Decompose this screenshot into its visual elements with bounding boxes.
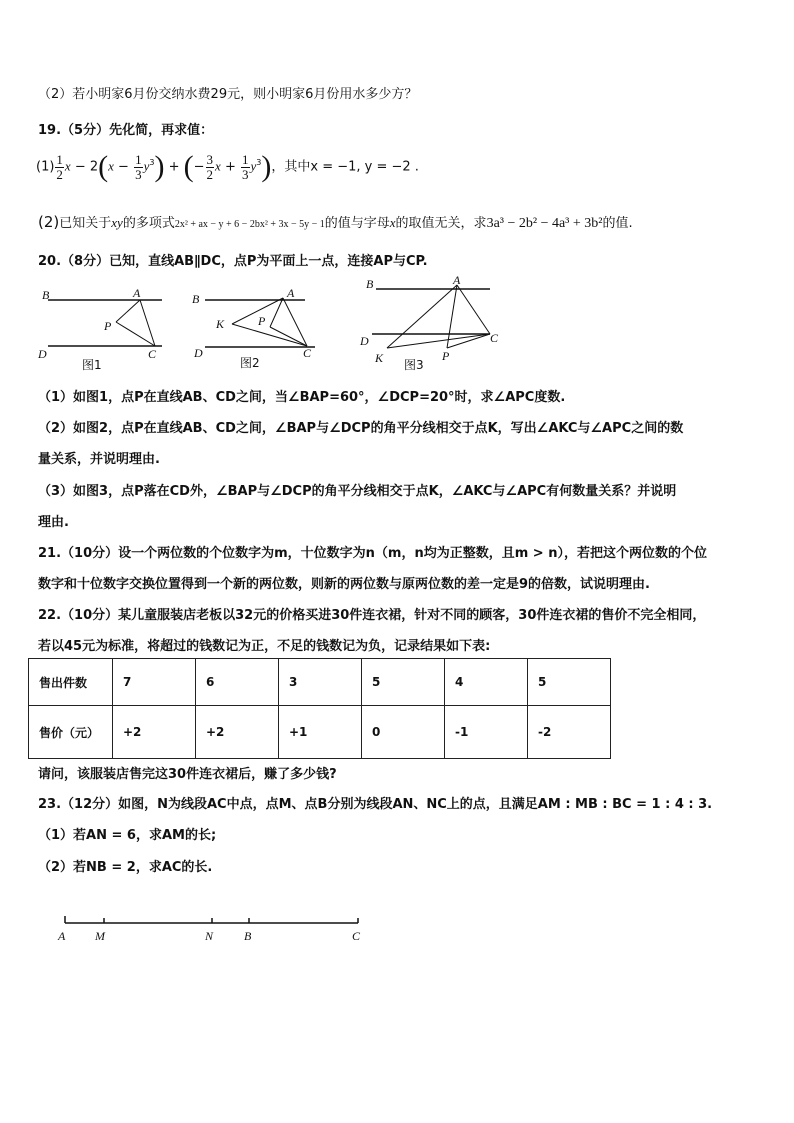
q19-part1-label: (1) [36,159,55,175]
q20-heading: 20.（8分）已知，直线AB∥DC，点P为平面上一点，连接AP与CP. [38,254,428,269]
svg-text:P: P [442,349,450,363]
q21-line2: 数字和十位数字交换位置得到一个新的两位数，则新的两位数与原两位数的差一定是9的倍数，试说明理由. [38,577,650,592]
svg-text:P: P [258,314,266,328]
point-b-label: B [244,929,252,943]
table-cell: 6 [196,659,279,706]
q23-segment-diagram [0,905,794,950]
svg-text:B: B [366,277,374,291]
q19-part1-condition: ，其中x = −1, y = −2 . [271,159,419,175]
q19-part1: (1) $\frac{1}{2}$ x − 2(x − $\frac{1}{3}$ $y^3$) + (− $\frac{3}{2}$ x + $\frac{1}{3}$ $y^3$)，其中x = −1, y = −2 . [36,150,419,183]
q20-sub2-line1: （2）如图2，点P在直线AB、CD之间，∠BAP与∠DCP的角平分线相交于点K，写出∠AKC与∠APC之间的数 [38,421,684,436]
q22-line2: 若以45元为标准，将超过的钱数记为正，不足的钱数记为负，记录结果如下表: [38,639,491,654]
svg-text:K: K [216,317,225,331]
svg-text:A: A [133,286,141,300]
table-row [29,706,611,759]
q20-sub3-line1: （3）如图3，点P落在CD外，∠BAP与∠DCP的角平分线相交于点K，∠AKC与∠APC有何数量关系？并说明 [38,484,677,499]
table-cell: 0 [362,706,445,759]
svg-text:D: D [360,334,369,348]
point-m-label: M [95,929,105,943]
svg-text:D: D [38,347,47,361]
fig1-caption: 图1 [82,358,102,372]
q23-heading: 23.（12分）如图，N为线段AC中点，点M、点B分别为线段AN、NC上的点，且满足AM : MB : BC = 1 : 4 : 3. [38,797,713,812]
table-row [29,659,611,706]
fig3-caption: 图3 [404,358,424,372]
point-n-label: N [205,929,214,943]
svg-text:K: K [375,351,384,365]
svg-text:C: C [490,331,499,345]
svg-text:B: B [192,292,200,306]
table-cell: 5 [362,659,445,706]
table-cell: 3 [279,659,362,706]
table-cell: -1 [445,706,528,759]
table-row-header: 售出件数 [29,659,113,706]
point-a-label: A [58,929,66,943]
svg-text:C: C [303,346,312,360]
table-cell: -2 [528,706,611,759]
q20-sub3-line2: 理由. [38,515,69,530]
fig2-caption: 图2 [240,356,260,370]
q23-sub2: （2）若NB = 2，求AC的长. [38,860,213,875]
table-cell: +2 [113,706,196,759]
sales-record-table [28,658,611,759]
q18-part2: （2）若小明家6月份交纳水费29元，则小明家6月份用水多少方？ [38,87,418,102]
q19-part2: (2)已知关于xy的多项式2x² + ax − y + 6 − 2bx² + 3x − 5y − 1的值与字母x的取值无关，求3a³ − 2b² − 4a³ + 3b²的值. [38,213,633,231]
svg-text:A: A [287,286,295,300]
fraction: $\frac{1}{2}$ [56,151,63,182]
q19-heading: 19.（5分）先化简，再求值： [38,123,214,138]
table-row-header: 售价（元） [29,706,113,759]
table-cell: +1 [279,706,362,759]
svg-text:A: A [453,273,461,287]
q20-figures [0,272,794,377]
table-cell: 7 [113,659,196,706]
svg-text:C: C [148,347,157,361]
q23-sub1: （1）若AN = 6，求AM的长; [38,828,217,843]
svg-text:B: B [42,288,50,302]
point-c-label: C [352,929,361,943]
figure-3 [372,285,490,348]
table-cell: +2 [196,706,279,759]
svg-text:P: P [104,319,112,333]
table-cell: 5 [528,659,611,706]
table-cell: 4 [445,659,528,706]
q21-line1: 21.（10分）设一个两位数的个位数字为m，十位数字为n（m，n均为正整数，且m > n），若把这个两位数的个位 [38,546,707,561]
svg-text:D: D [194,346,203,360]
q22-line1: 22.（10分）某儿童服装店老板以32元的价格买进30件连衣裙，针对不同的顾客，30件连衣裙的售价不完全相同， [38,608,706,623]
q22-question: 请问，该服装店售完这30件连衣裙后，赚了多少钱? [38,767,337,782]
q20-sub2-line2: 量关系，并说明理由. [38,452,160,467]
q20-sub1: （1）如图1，点P在直线AB、CD之间，当∠BAP=60°，∠DCP=20°时，求∠APC度数. [38,390,566,405]
